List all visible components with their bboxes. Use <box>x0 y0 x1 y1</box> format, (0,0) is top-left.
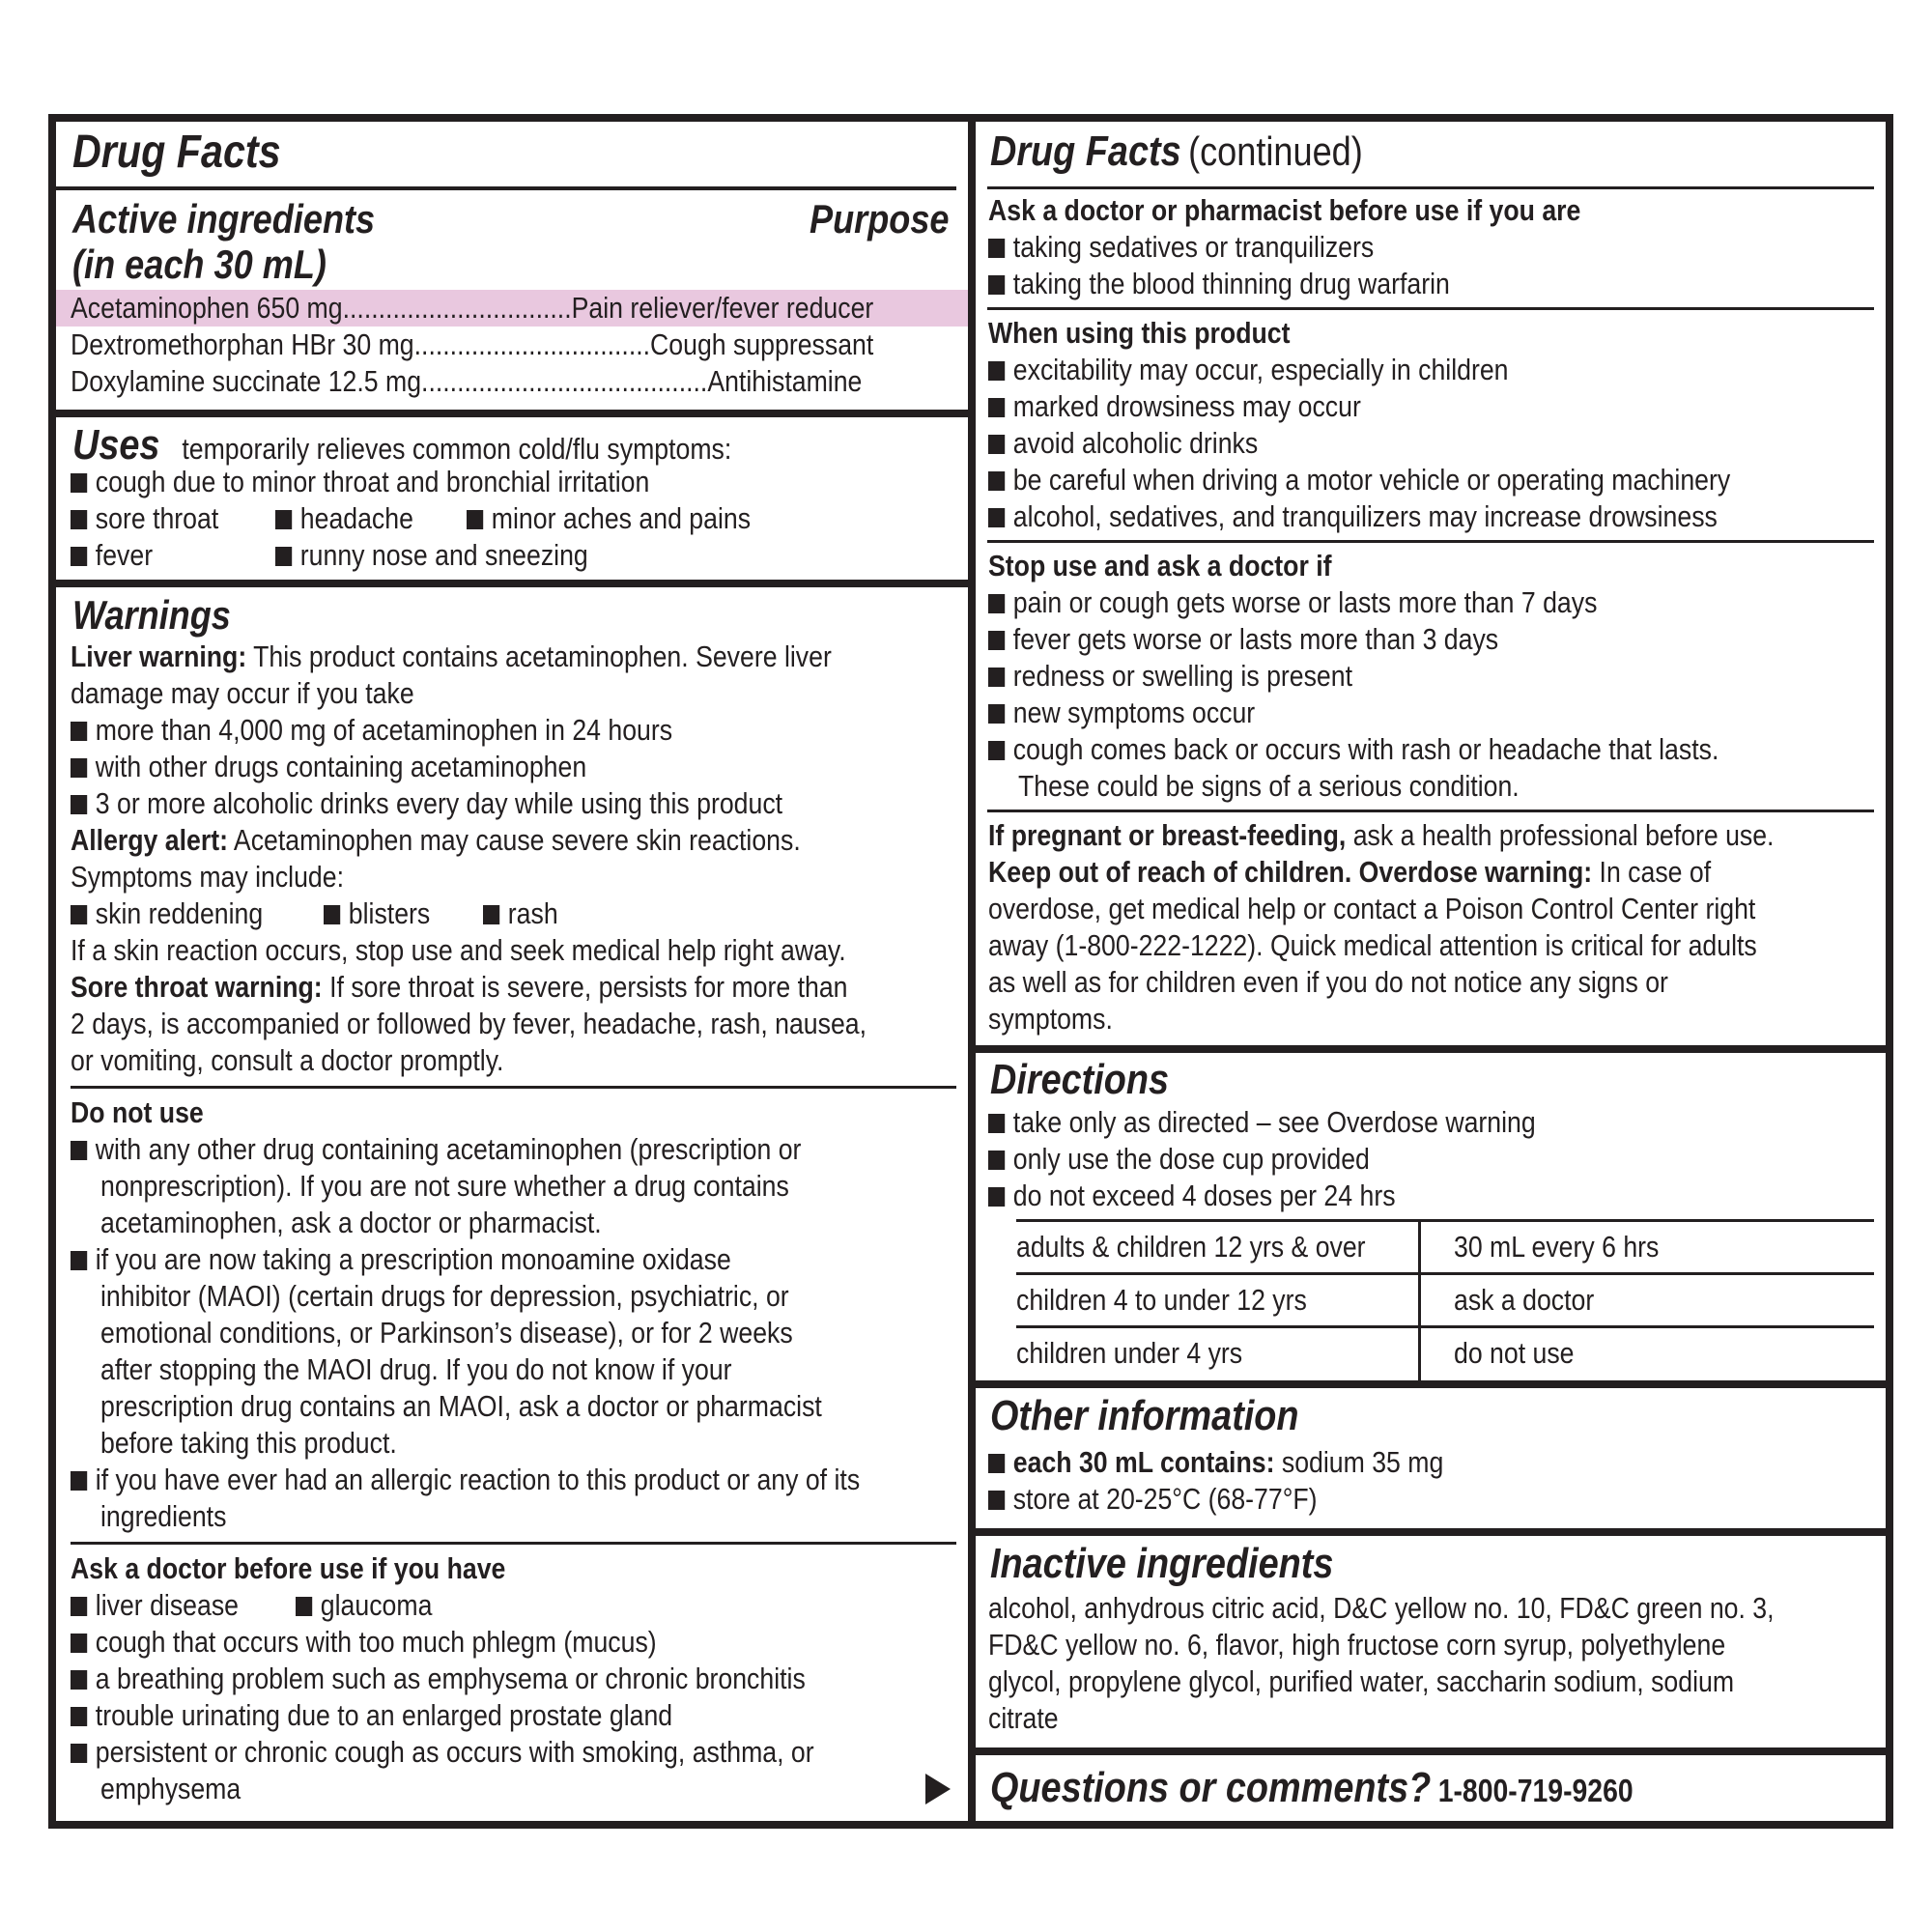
list-item: alcohol, sedatives, and tranquilizers may increase drowsiness <box>988 498 1718 535</box>
table-cell: 30 mL every 6 hrs <box>1454 1230 1660 1264</box>
allergy-text: Symptoms may include: <box>71 860 344 894</box>
list-item-cont: emphysema <box>100 1772 242 1805</box>
ask-pharmacist-title: Ask a doctor or pharmacist before use if you are <box>988 193 1581 227</box>
list-item: cough due to minor throat and bronchial irritation <box>71 464 649 500</box>
list-item: minor aches and pains <box>467 500 751 537</box>
directions-title: Directions <box>990 1056 1170 1103</box>
list-item: a breathing problem such as emphysema or chronic bronchitis <box>71 1661 806 1697</box>
list-item-cont: prescription drug contains an MAOI, ask a doctor or pharmacist <box>100 1389 822 1423</box>
questions-title: Questions or comments? <box>990 1764 1432 1811</box>
list-item: if you have ever had an allergic reaction to this product or any of its <box>71 1462 860 1498</box>
ingredient-dextromethorphan: Dextromethorphan HBr 30 mg.................................Cough suppressant <box>71 327 874 361</box>
sore-throat-label: Sore throat warning: <box>71 970 323 1004</box>
list-item: glaucoma <box>296 1587 432 1624</box>
list-item: with other drugs containing acetaminophen <box>71 749 586 785</box>
table-rule <box>1016 1325 1874 1328</box>
ingredient-acetaminophen: Acetaminophen 650 mg................................Pain reliever/fever reducer <box>71 291 874 325</box>
table-cell: children 4 to under 12 yrs <box>1016 1283 1307 1317</box>
list-item: taking sedatives or tranquilizers <box>988 229 1374 266</box>
subsection-rule <box>71 1086 956 1089</box>
list-item: with any other drug containing acetaminophen (prescription or <box>71 1131 801 1168</box>
list-item: sore throat <box>71 500 218 537</box>
section-rule <box>56 580 968 587</box>
inactive-text: citrate <box>988 1701 1059 1735</box>
uses-title: Uses <box>72 421 160 469</box>
title-rule <box>987 186 1874 189</box>
list-item-cont: before taking this product. <box>100 1426 397 1460</box>
continued-label: (continued) <box>1188 128 1363 174</box>
sore-throat-text: or vomiting, consult a doctor promptly. <box>71 1043 504 1077</box>
list-item: headache <box>275 500 413 537</box>
list-item: persistent or chronic cough as occurs with smoking, asthma, or <box>71 1734 814 1771</box>
list-item: fever gets worse or lasts more than 3 days <box>988 621 1498 658</box>
list-item: if you are now taking a prescription monoamine oxidase <box>71 1241 731 1278</box>
list-item: fever <box>71 537 153 574</box>
section-rule <box>976 1528 1886 1536</box>
inactive-ingredients-title: Inactive ingredients <box>990 1540 1334 1587</box>
active-ingredients-subheader: (in each 30 mL) <box>72 242 327 287</box>
list-item: be careful when driving a motor vehicle or operating machinery <box>988 462 1730 498</box>
list-item-cont: These could be signs of a serious condition. <box>1018 769 1520 803</box>
do-not-use-title: Do not use <box>71 1095 204 1129</box>
pregnant-label: If pregnant or breast-feeding, <box>988 818 1347 852</box>
table-cell: adults & children 12 yrs & over <box>1016 1230 1366 1264</box>
overdose-text: away (1-800-222-1222). Quick medical attention is critical for adults <box>988 928 1757 962</box>
subsection-rule <box>987 810 1874 812</box>
list-item: cough comes back or occurs with rash or headache that lasts. <box>988 731 1719 768</box>
subsection-rule <box>987 307 1874 310</box>
list-item: trouble urinating due to an enlarged prostate gland <box>71 1697 672 1734</box>
other-information-title: Other information <box>990 1392 1299 1439</box>
list-item: redness or swelling is present <box>988 658 1352 695</box>
table-cell: children under 4 yrs <box>1016 1336 1243 1370</box>
inactive-text: alcohol, anhydrous citric acid, D&C yellow no. 10, FD&C green no. 3, <box>988 1591 1775 1625</box>
list-item: liver disease <box>71 1587 239 1624</box>
list-item: 3 or more alcoholic drinks every day while using this product <box>71 785 782 822</box>
list-item: rash <box>483 895 558 932</box>
subsection-rule <box>71 1542 956 1545</box>
title-rule <box>56 186 956 190</box>
list-item: marked drowsiness may occur <box>988 388 1361 425</box>
when-using-title: When using this product <box>988 316 1291 350</box>
inactive-text: FD&C yellow no. 6, flavor, high fructose corn syrup, polyethylene <box>988 1628 1726 1662</box>
table-cell: do not use <box>1454 1336 1575 1370</box>
liver-warning-text: damage may occur if you take <box>71 676 414 710</box>
table-cell: ask a doctor <box>1454 1283 1595 1317</box>
sore-throat-text: 2 days, is accompanied or followed by fever, headache, rash, nausea, <box>71 1007 867 1040</box>
overdose-text: symptoms. <box>988 1002 1113 1036</box>
section-rule <box>976 1747 1886 1755</box>
list-item: avoid alcoholic drinks <box>988 425 1258 462</box>
list-item-cont: inhibitor (MAOI) (certain drugs for depression, psychiatric, or <box>100 1279 789 1313</box>
continue-arrow-icon <box>925 1774 951 1804</box>
list-item: blisters <box>324 895 430 932</box>
list-item: cough that occurs with too much phlegm (mucus) <box>71 1624 657 1661</box>
purpose-header: Purpose <box>810 196 950 242</box>
list-item: pain or cough gets worse or lasts more than 7 days <box>988 584 1597 621</box>
list-item-cont: emotional conditions, or Parkinson’s disease), or for 2 weeks <box>100 1316 793 1350</box>
skin-reaction-text: If a skin reaction occurs, stop use and seek medical help right away. <box>71 933 846 967</box>
list-item: only use the dose cup provided <box>988 1141 1370 1178</box>
list-item: skin reddening <box>71 895 263 932</box>
inactive-text: glycol, propylene glycol, purified water, saccharin sodium, sodium <box>988 1664 1735 1698</box>
uses-intro: temporarily relieves common cold/flu symptoms: <box>182 432 732 466</box>
list-item: do not exceed 4 doses per 24 hrs <box>988 1178 1396 1214</box>
drug-facts-continued-title: Drug Facts <box>990 128 1181 175</box>
list-item: more than 4,000 mg of acetaminophen in 24 hours <box>71 712 672 749</box>
ask-doctor-title: Ask a doctor before use if you have <box>71 1551 506 1585</box>
list-item-cont: ingredients <box>100 1499 227 1533</box>
drug-facts-title: Drug Facts <box>72 127 281 178</box>
list-item: runny nose and sneezing <box>275 537 588 574</box>
keep-out-label: Keep out of reach of children. Overdose warning: <box>988 855 1593 889</box>
list-item: take only as directed – see Overdose warning <box>988 1104 1536 1141</box>
section-rule <box>976 1045 1886 1053</box>
overdose-text: as well as for children even if you do not notice any signs or <box>988 965 1668 999</box>
list-item-cont: acetaminophen, ask a doctor or pharmacist. <box>100 1206 602 1239</box>
liver-warning-label: Liver warning: <box>71 639 247 673</box>
column-divider <box>968 114 976 1829</box>
ingredient-doxylamine: Doxylamine succinate 12.5 mg........................................Antihistamine <box>71 364 863 398</box>
section-rule <box>56 410 968 417</box>
active-ingredients-header: Active ingredients <box>72 196 376 242</box>
overdose-text: overdose, get medical help or contact a Poison Control Center right <box>988 892 1756 925</box>
subsection-rule <box>987 540 1874 543</box>
list-item: excitability may occur, especially in children <box>988 352 1508 388</box>
stop-use-title: Stop use and ask a doctor if <box>988 549 1332 582</box>
list-item: taking the blood thinning drug warfarin <box>988 266 1450 302</box>
list-item-cont: nonprescription). If you are not sure whether a drug contains <box>100 1169 789 1203</box>
allergy-alert-label: Allergy alert: <box>71 823 228 857</box>
table-column-rule <box>1418 1219 1421 1380</box>
list-item: store at 20-25°C (68-77°F) <box>988 1481 1318 1518</box>
list-item: new symptoms occur <box>988 695 1255 731</box>
questions-phone: 1-800-719-9260 <box>1437 1773 1634 1808</box>
warnings-title: Warnings <box>72 592 231 638</box>
table-rule <box>1016 1219 1874 1222</box>
list-item-cont: after stopping the MAOI drug. If you do not know if your <box>100 1352 732 1386</box>
table-rule <box>1016 1272 1874 1275</box>
section-rule <box>976 1380 1886 1388</box>
list-item: each 30 mL contains: sodium 35 mg <box>988 1444 1443 1481</box>
